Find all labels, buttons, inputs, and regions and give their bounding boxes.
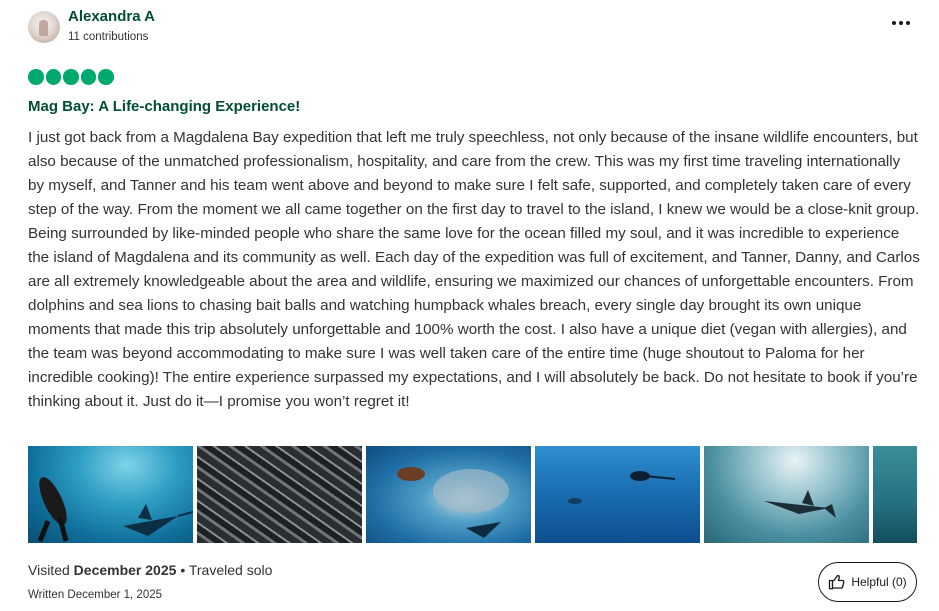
photo-divers-blue[interactable] [535, 446, 700, 543]
more-horizontal-icon [892, 21, 896, 25]
sea-lion-baitball-image [366, 446, 531, 543]
rating-bubble-icon [28, 69, 44, 85]
visited-date: December 2025 [73, 562, 177, 578]
meta-separator: • [180, 562, 186, 578]
travel-type: Traveled solo [188, 562, 273, 578]
photo-marlin-sardines[interactable] [704, 446, 869, 543]
photo-sea-lion-baitball[interactable] [366, 446, 531, 543]
contributions-count: 11 contributions [68, 31, 149, 43]
visit-info [28, 562, 272, 578]
more-horizontal-icon [906, 21, 910, 25]
rating-bubble-icon [81, 69, 97, 85]
avatar[interactable] [28, 11, 60, 43]
reviewer-name[interactable]: Alexandra A [68, 8, 155, 25]
written-date: Written December 1, 2025 [28, 589, 163, 601]
photo-ray-school[interactable] [197, 446, 362, 543]
photo-freediver-marlin[interactable] [28, 446, 193, 543]
helpful-button[interactable] [818, 562, 917, 602]
visited-label: Visited [28, 562, 70, 578]
rating-bubble-icon [63, 69, 79, 85]
review-title[interactable]: Mag Bay: A Life-changing Experience! [28, 98, 301, 115]
freediver-marlin-image [28, 446, 193, 543]
avatar-figure [39, 20, 48, 36]
more-horizontal-icon [899, 21, 903, 25]
rating-bubbles [28, 69, 114, 85]
rating-bubble-icon [46, 69, 62, 85]
divers-blue-image [535, 446, 700, 543]
thumbs-up-icon [828, 573, 846, 591]
helpful-label: Helpful (0) [851, 575, 907, 589]
photo-partial[interactable] [873, 446, 917, 543]
review-body: I just got back from a Magdalena Bay expedition that left me truly speechless, not only because of the insane wildlife encounters, but also because of the unmatched professionalism, hospitality, and care from the crew. This was my first time traveling internationally by myself, and Tanner and his team went above and beyond to make sure I felt safe, supported, and completely taken care of every step of the way. From the moment we all came together on the first day to travel to the island, I knew we would be a close-knit group. Being surrounded by like-minded people who share the same love for the ocean filled my soul, and it was incredible to experience the island of Magdalena and its community as well. Each day of the expedition was full of excitement, and Tanner, Danny, and Carlos are all extremely knowledgeable about the area and wildlife, ensuring we maximized our chances of unforgettable encounters. From dolphins and sea lions to chasing bait balls and watching humpback whales breach, every single day brought its own unique moments that made this trip absolutely unforgettable and 100% worth the cost. I also have a unique diet (vegan with allergies), and the team was beyond accommodating to make sure I was well taken care of the entire time (huge shoutout to Paloma for her incredible cooking)! The entire experience surpassed my expectations, and I will absolutely be back. Do not hesitate to book if you’re thinking about it. Just do it—I promise you won’t regret it! [28, 129, 920, 410]
marlin-sardines-image [704, 446, 869, 543]
rating-bubble-icon [98, 69, 114, 85]
photo-gallery [28, 446, 917, 543]
more-options-button[interactable] [886, 12, 916, 34]
